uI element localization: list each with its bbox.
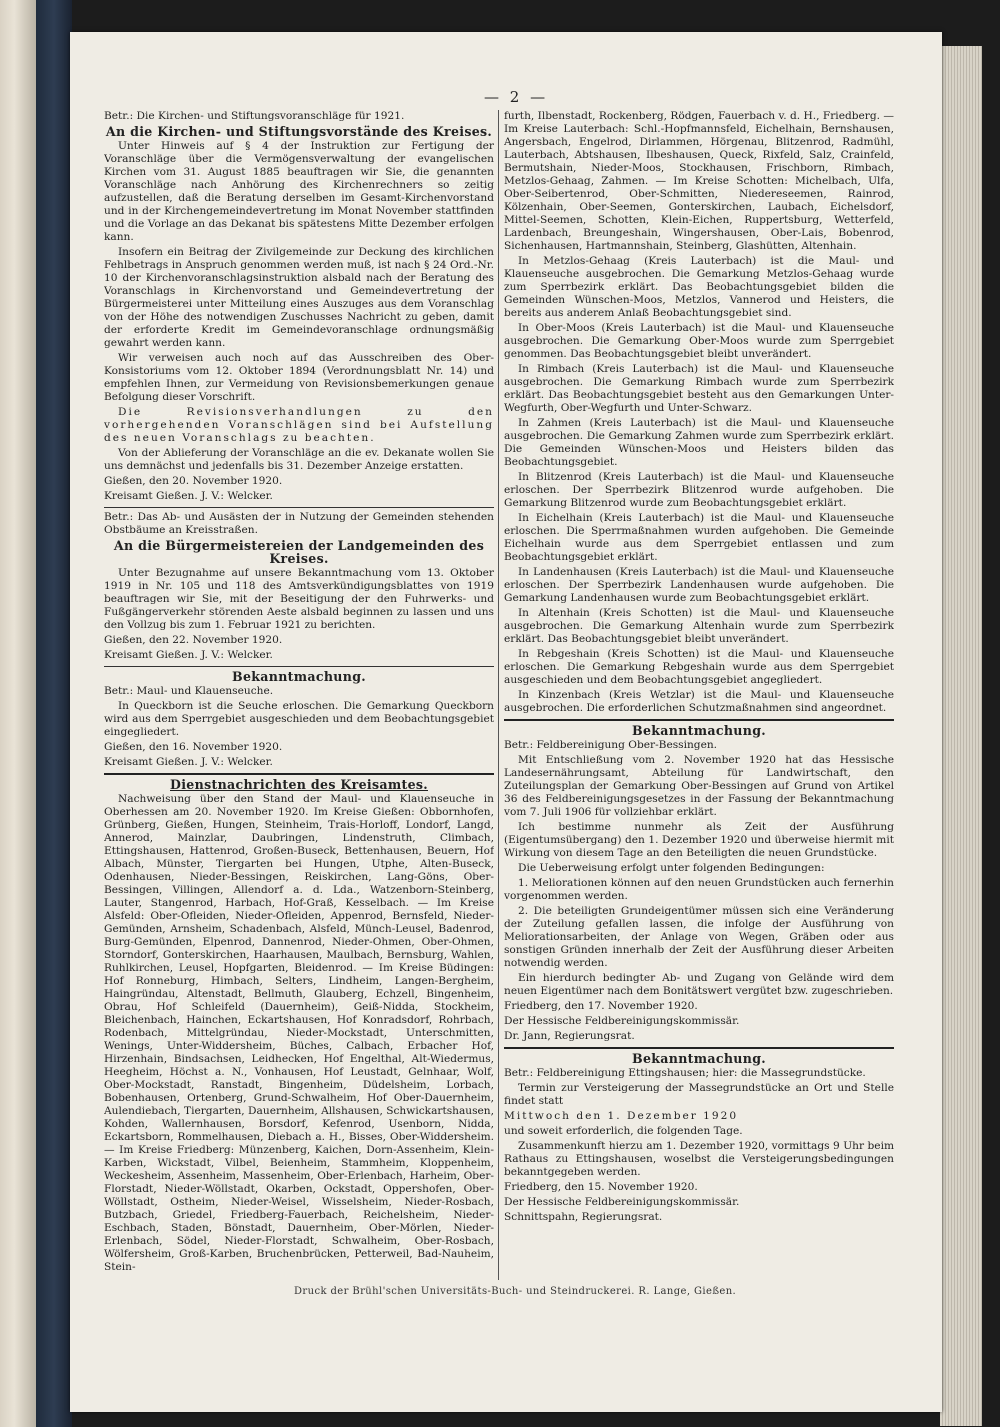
paragraph: furth, Ilbenstadt, Rockenberg, Rödgen, Fauerbach v. d. H., Friedberg. — Im Kreise Lauterbach: Schl.-Hopfmannsfeld, Eichelhain, Bernshausen, Angersbach, Engelrod, Dirlammen, Hörgenau, Blitzenrod, Radmühl, Lauterbach, Abtshausen, Ilbeshausen, Queck, Rixfeld, Salz, Crainfeld, Bermutshain, Nieder-Moos, Stockhausen, Frischborn, Rimbach, Metzlos-Gehaag, Zahmen. — Im Kreise Schotten: Michelbach, Ulfa, Ober-Seibertenrod, Ober-Schmitten, Niedereseemen, Rainrod, Kölzenhain, Ober-Seemen, Gonterskirchen, Laubach, Eichelsdorf, Mittel-Seemen, Schotten, Klein-Eichen, Ruppertsburg, Wetterfeld, Lardenbach, Breungeshain, Wingershausen, Ober-Lais, Bobenrod, Sichenhausen, Hartmannshain, Steinberg, Glashütten, Altenhain. — [504, 110, 894, 252]
notice-subject: Betr.: Feldbereinigung Ettingshausen; hier: die Massegrundstücke. — [504, 1067, 866, 1079]
date-line: Gießen, den 20. November 1920. — [104, 475, 283, 487]
date-line: Mittwoch den 1. Dezember 1920 — [504, 1110, 739, 1122]
paragraph: Von der Ablieferung der Voranschläge an die ev. Dekanate wollen Sie uns demnächst und jedenfalls bis 31. Dezember Anzeige erstatten. — [104, 447, 494, 472]
printer-imprint: Druck der Brühl'schen Universitäts-Buch- und Steindruckerei. R. Lange, Gießen. — [294, 1286, 737, 1297]
paragraph: Mit Entschließung vom 2. November 1920 hat das Hessische Landesernährungsamt, Abteilung für Landwirtschaft, den Zuteilungsplan der Gemarkung Ober-Bessingen auf Grund von Artikel 36 des Feldbereinigungsgesetzes in der Fassung der Bekanntmachung vom 7. Juli 1906 für vollziehbar erklärt. — [504, 754, 894, 818]
section-rule — [104, 773, 494, 775]
page-number: — 2 — — [484, 88, 549, 106]
paragraph: Zusammenkunft hierzu am 1. Dezember 1920, vormittags 9 Uhr beim Rathaus zu Ettingshausen, woselbst die Versteigerungsbedingungen bekanntgegeben werden. — [504, 1140, 894, 1178]
paragraph: Unter Bezugnahme auf unsere Bekanntmachung vom 13. Oktober 1919 in Nr. 105 und 118 des Amtsverkündigungsblattes von 1919 beauftragen wir Sie, mit der Beseitigung der den Fuhrwerks- und Fußgängerverkehr störenden Aeste alsbald beginnen zu lassen und uns den Vollzug bis zum 1. Februar 1921 zu berichten. — [104, 567, 494, 631]
book-binding — [0, 0, 36, 1427]
signature: Schnittspahn, Regierungsrat. — [504, 1211, 663, 1223]
paragraph: In Metzlos-Gehaag (Kreis Lauterbach) ist die Maul- und Klauenseuche ausgebrochen. Die Gemarkung Metzlos-Gehaag wurde zum Sperrbezirk erklärt. Das Beobachtungsgebiet bilden die Gemeinden Wünschen-Moos, Metzlos, Vannerod und Heisters, die bereits aus anderem Anlaß Beobachtungsgebiet sind. — [504, 255, 894, 319]
paragraph: Insofern ein Beitrag der Zivilgemeinde zur Deckung des kirchlichen Fehlbetrags in Anspruch genommen werden muß, ist nach § 24 Ord.-Nr. 10 der Kirchenvoranschlagsinstruktion alsbald nach der Beratung des Voranschlags in Kirchenvorstand und Gemeindevertretung der Bürgermeisterei unter Mitteilung eines Auszuges aus dem Voranschlag von der Höhe des notwendigen Zuschusses Nachricht zu geben, damit der erforderte Kredit im Gemeindevoranschlage ordnungsmäßig gewahrt werden kann. — [104, 246, 494, 349]
notice-heading: An die Bürgermeistereien der Landgemeinden des Kreises. — [113, 538, 485, 566]
paragraph: Die Ueberweisung erfolgt unter folgenden Bedingungen: — [518, 862, 825, 874]
signature: Der Hessische Feldbereinigungskommissär. — [504, 1196, 740, 1208]
notice-heading: An die Kirchen- und Stiftungsvorstände des Kreises. — [105, 124, 493, 139]
signature: Dr. Jann, Regierungsrat. — [504, 1030, 635, 1042]
left-column — [104, 110, 494, 1280]
date-line: Gießen, den 22. November 1920. — [104, 634, 283, 646]
section-rule — [104, 666, 494, 667]
paragraph: In Kinzenbach (Kreis Wetzlar) ist die Maul- und Klauenseuche ausgebrochen. Die erforderlichen Schutzmaßnahmen sind angeordnet. — [504, 689, 894, 714]
paragraph: In Queckborn ist die Seuche erloschen. Die Gemarkung Queckborn wird aus dem Sperrgebiet ausgeschieden und dem Beobachtungsgebiet eingegliedert. — [104, 700, 494, 738]
signature: Kreisamt Gießen. J. V.: Welcker. — [104, 490, 273, 502]
signature: Kreisamt Gießen. J. V.: Welcker. — [104, 649, 273, 661]
section-rule — [504, 1047, 894, 1049]
notice-heading: Dienstnachrichten des Kreisamtes. — [170, 777, 428, 792]
paragraph: Die Revisionsverhandlungen zu den vorhergehenden Voranschlägen sind bei Aufstellung des neuen Voranschlags zu beachten. — [104, 406, 494, 444]
printed-sheet — [104, 86, 924, 1396]
paragraph: In Altenhain (Kreis Schotten) ist die Maul- und Klauenseuche ausgebrochen. Die Gemarkung Altenhain wurde zum Sperrbezirk erklärt. Das Beobachtungsgebiet bleibt unverändert. — [504, 607, 894, 645]
notice-subject: Betr.: Maul- und Klauenseuche. — [104, 685, 274, 697]
list-item: 1. Meliorationen können auf den neuen Grundstücken auch fernerhin vorgenommen werden. — [504, 877, 894, 902]
document-page — [70, 32, 942, 1412]
right-column — [504, 110, 894, 1280]
paragraph: In Rimbach (Kreis Lauterbach) ist die Maul- und Klauenseuche ausgebrochen. Die Gemarkung Rimbach wurde zum Sperrbezirk erklärt. Das Beobachtungsgebiet besteht aus den Gemarkungen Unter-Wegfurth, Ober-Wegfurth und Unter-Schwarz. — [504, 363, 894, 414]
paragraph: In Ober-Moos (Kreis Lauterbach) ist die Maul- und Klauenseuche ausgebrochen. Die Gemarkung Ober-Moos wurde zum Sperrgebiet genommen. Das Beobachtungsgebiet bleibt unverändert. — [504, 322, 894, 360]
notice-subject: Betr.: Die Kirchen- und Stiftungsvoranschläge für 1921. — [104, 110, 405, 122]
signature: Kreisamt Gießen. J. V.: Welcker. — [104, 756, 273, 768]
notice-heading: Bekanntmachung. — [632, 1051, 766, 1066]
paragraph: Ein hierdurch bedingter Ab- und Zugang von Gelände wird dem neuen Eigentümer nach dem Bonitätswert vergütet bzw. zugeschrieben. — [504, 972, 894, 997]
paragraph: Termin zur Versteigerung der Massegrundstücke an Ort und Stelle findet statt — [504, 1082, 894, 1107]
signature: Der Hessische Feldbereinigungskommissär. — [504, 1015, 740, 1027]
section-rule — [504, 719, 894, 721]
list-item: 2. Die beteiligten Grundeigentümer müssen sich eine Veränderung der Zuteilung gefallen lassen, die infolge der Ausführung von Meliorationsarbeiten, der Anlage von Wegen, Gräben oder aus sonstigen Gründen innerhalb der Zeit der Ausführung dieser Arbeiten notwendig werden. — [504, 905, 894, 969]
notice-subject: Betr.: Feldbereinigung Ober-Bessingen. — [504, 739, 718, 751]
column-divider — [498, 110, 499, 1280]
notice-heading: Bekanntmachung. — [632, 723, 766, 738]
paragraph: und soweit erforderlich, die folgenden Tage. — [504, 1125, 743, 1137]
paragraph: In Eichelhain (Kreis Lauterbach) ist die Maul- und Klauenseuche erloschen. Die Sperrmaßnahmen wurden aufgehoben. Die Gemeinde Eichelhain wurde aus dem Sperrgebiet entlassen und zum Beobachtungsgebiet erklärt. — [504, 512, 894, 563]
paragraph: Wir verweisen auch noch auf das Ausschreiben des Ober-Konsistoriums vom 12. Oktober 1894 (Verordnungsblatt Nr. 14) und empfehlen Ihnen, zur Vermeidung von Revisionsbemerkungen genaue Befolgung dieser Vorschrift. — [104, 352, 494, 403]
paragraph: In Landenhausen (Kreis Lauterbach) ist die Maul- und Klauenseuche erloschen. Der Sperrbezirk Landenhausen wurde aufgehoben. Die Gemarkung Landenhausen wurde zum Beobachtungsgebiet erklärt. — [504, 566, 894, 604]
section-rule — [104, 507, 494, 508]
book-spine — [36, 0, 72, 1427]
paragraph: In Zahmen (Kreis Lauterbach) ist die Maul- und Klauenseuche ausgebrochen. Die Gemarkung Zahmen wurde zum Sperrbezirk erklärt. Die Gemeinden Wünschen-Moos und Heisters bilden das Beobachtungsgebiet. — [504, 417, 894, 468]
date-line: Gießen, den 16. November 1920. — [104, 741, 283, 753]
paragraph: In Rebgeshain (Kreis Schotten) ist die Maul- und Klauenseuche erloschen. Die Gemarkung Rebgeshain wurde aus dem Sperrgebiet ausgeschieden und dem Beobachtungsgebiet angegliedert. — [504, 648, 894, 686]
paragraph: Nachweisung über den Stand der Maul- und Klauenseuche in Oberhessen am 20. November 1920. Im Kreise Gießen: Obbornhofen, Grünberg, Gießen, Hungen, Steinheim, Trais-Horloff, Londorf, Langd, Annerod, Mainzlar, Daubringen, Lindenstruth, Climbach, Ettingshausen, Hattenrod, Großen-Buseck, Bettenhausen, Beuern, Hof Albach, Münster, Tiergarten bei Hungen, Utphe, Alten-Buseck, Odenhausen, Nieder-Bessingen, Reiskirchen, Lang-Göns, Ober-Bessingen, Villingen, Allendorf a. d. Lda., Watzenborn-Steinberg, Lauter, Stangenrod, Harbach, Hof-Graß, Kesselbach. — Im Kreise Alsfeld: Ober-Ofleiden, Nieder-Ofleiden, Appenrod, Bernsfeld, Nieder-Gemünden, Arnsheim, Schadenbach, Alsfeld, Münch-Leusel, Badenrod, Burg-Gemünden, Elpenrod, Dannenrod, Nieder-Ohmen, Ober-Ohmen, Storndorf, Gonterskirchen, Haarhausen, Maulbach, Bernsburg, Wahlen, Ruhlkirchen, Leusel, Hopfgarten, Bleidenrod. — Im Kreise Büdingen: Hof Ronneburg, Himbach, Selters, Lindheim, Langen-Bergheim, Haingründau, Altenstadt, Bellmuth, Glauberg, Echzell, Bingenheim, Obrau, Hof Schleifeld (Dauernheim), Geiß-Nidda, Stockheim, Bleichenbach, Hainchen, Eckartshausen, Hof Konradsdorf, Rohrbach, Rodenbach, Mittelgründau, Nieder-Mockstadt, Unterschmitten, Wenings, Unter-Widdersheim, Büches, Calbach, Erbacher Hof, Hirzenhain, Bindsachsen, Leidhecken, Hof Engelthal, Alt-Wiedermus, Heegheim, Höchst a. N., Vonhausen, Hof Leustadt, Gelnhaar, Wolf, Ober-Mockstadt, Ranstadt, Bingenheim, Düdelsheim, Lorbach, Bobenhausen, Ortenberg, Grund-Schwalheim, Hof Ober-Dauernheim, Aulendiebach, Tiergarten, Dauernheim, Allshausen, Schwickartshausen, Kohden, Wallernhausen, Borsdorf, Kefenrod, Usenborn, Nidda, Eckartsborn, Rommelhausen, Diebach a. H., Bisses, Ober-Widdersheim. — Im Kreise Friedberg: Münzenberg, Kaichen, Dorn-Assenheim, Klein-Karben, Wickstadt, Vilbel, Beienheim, Stammheim, Kloppenheim, Weckesheim, Assenheim, Massenheim, Ober-Erlenbach, Harheim, Ober-Florstadt, Nieder-Wöllstadt, Okarben, Ockstadt, Oppershofen, Ober-Wöllstadt, Ostheim, Nieder-Weisel, Wisselsheim, Nieder-Rosbach, Butzbach, Griedel, Friedberg-Fauerbach, Reichelsheim, Nieder-Eschbach, Staden, Bönstadt, Dauernheim, Ober-Mörlen, Nieder-Erlenbach, Södel, Nieder-Florstadt, Schwalheim, Ober-Rosbach, Wölfersheim, Groß-Karben, Bruchenbrücken, Petterweil, Bad-Nauheim, Stein- — [104, 793, 494, 1273]
page-edges — [940, 46, 982, 1426]
notice-heading: Bekanntmachung. — [232, 669, 366, 684]
notice-subject: Betr.: Das Ab- und Ausästen der in Nutzung der Gemeinden stehenden Obstbäume an Kreisstraßen. — [104, 511, 494, 536]
paragraph: Unter Hinweis auf § 4 der Instruktion zur Fertigung der Voranschläge über die Vermögensverwaltung der evangelischen Kirchen vom 31. August 1885 beauftragen wir Sie, die genannten Voranschläge nach Anhörung des Kirchenrechners so zeitig aufzustellen, daß die Beratung derselben im Gesamt-Kirchenvorstand und in der Kirchengemeindevertretung im Monat November stattfinden und die Vorlage an das Dekanat bis spätestens Mitte Dezember erfolgen kann. — [104, 140, 494, 243]
paragraph: Ich bestimme nunmehr als Zeit der Ausführung (Eigentumsübergang) den 1. Dezember 1920 und überweise hiermit mit Wirkung von diesem Tage an den Beteiligten die neuen Grundstücke. — [504, 821, 894, 859]
date-line: Friedberg, den 17. November 1920. — [504, 1000, 698, 1012]
paragraph: In Blitzenrod (Kreis Lauterbach) ist die Maul- und Klauenseuche erloschen. Der Sperrbezirk Blitzenrod wurde aufgehoben. Die Gemarkung Blitzenrod wurde zum Beobachtungsgebiet erklärt. — [504, 471, 894, 509]
date-line: Friedberg, den 15. November 1920. — [504, 1181, 698, 1193]
